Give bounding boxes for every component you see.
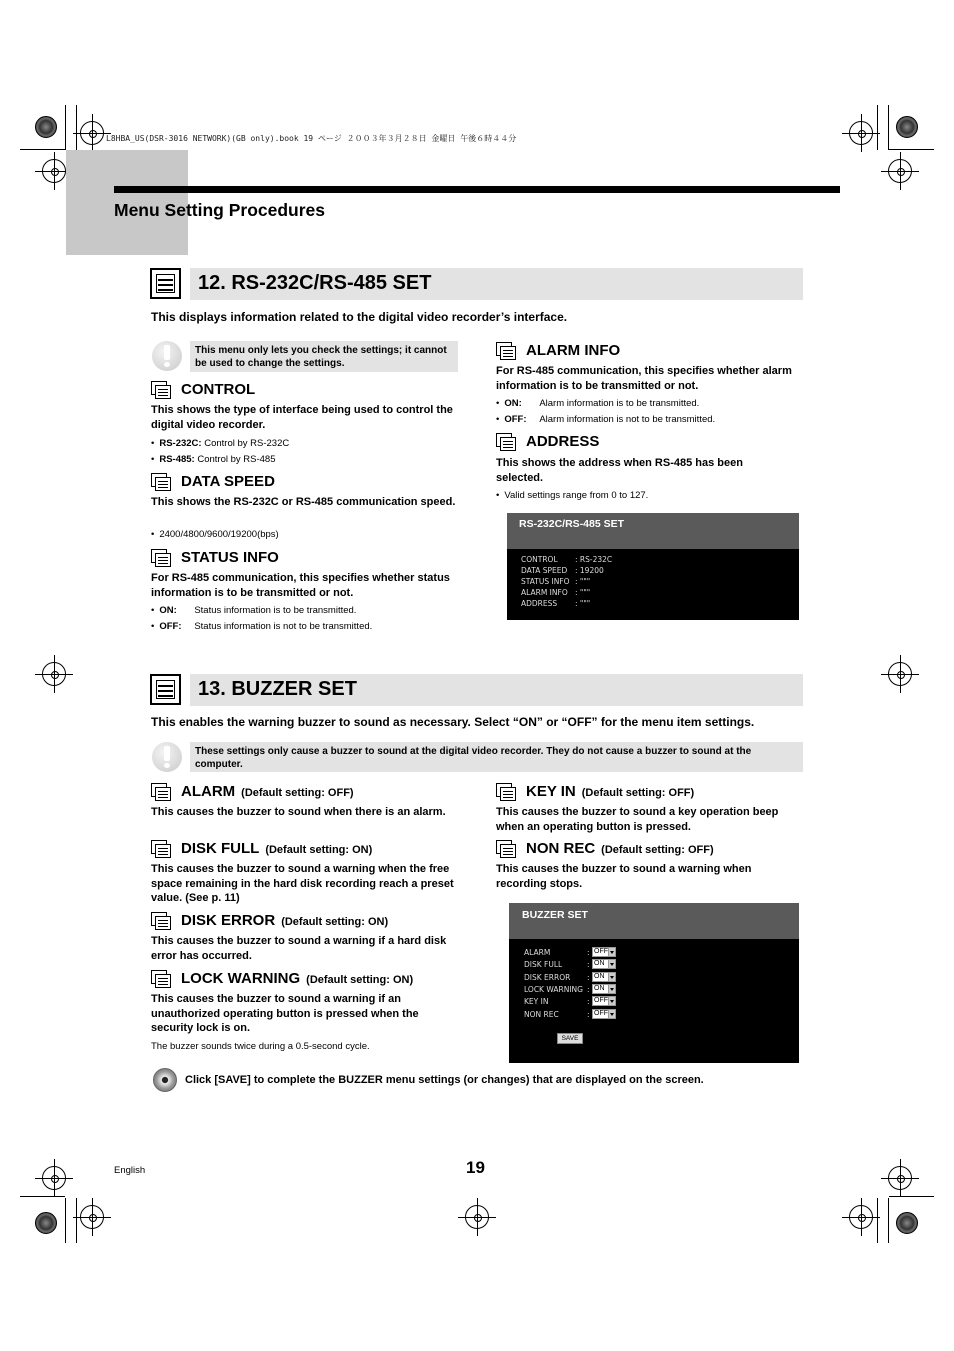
status-info-item: • ON: Status information is to be transmitted. bbox=[151, 605, 356, 616]
section13-intro: This enables the warning buzzer to sound as necessary. Select “ON” or “OFF” for the menu item settings. bbox=[151, 715, 755, 729]
screen-row: DATA SPEED : 19200 bbox=[521, 566, 604, 575]
note-exclamation-icon bbox=[152, 742, 182, 772]
registration-mark-icon bbox=[42, 159, 66, 183]
key-in-select[interactable]: OFF bbox=[592, 996, 616, 1006]
alarm-info-title: ALARM INFO bbox=[526, 342, 621, 359]
screen-colon: : bbox=[587, 973, 590, 982]
subsection-icon bbox=[151, 840, 172, 859]
screen-colon: : bbox=[587, 1010, 590, 1019]
file-info-line: L8HBA_US(DSR-3016 NETWORK)(GB only).book 19 ページ ２００３年３月２８日 金曜日 午後６時４４分 bbox=[106, 134, 517, 143]
screen-row: ALARM INFO : """ bbox=[521, 588, 591, 597]
non-rec-desc: This causes the buzzer to sound a warning when recording stops. bbox=[496, 863, 752, 890]
address-item: • Valid settings range from 0 to 127. bbox=[496, 490, 648, 501]
screen-colon: : bbox=[587, 960, 590, 969]
screen-row: NON REC bbox=[524, 1010, 559, 1019]
status-info-title: STATUS INFO bbox=[181, 549, 279, 566]
screen-row: KEY IN bbox=[524, 997, 549, 1006]
subsection-icon bbox=[151, 970, 172, 989]
registration-mark-icon bbox=[849, 121, 873, 145]
subsection-icon bbox=[151, 912, 172, 931]
header-rule bbox=[114, 186, 840, 193]
disk-error-select[interactable]: ON bbox=[592, 972, 616, 982]
lock-warning-desc: This causes the buzzer to sound a warning if an unauthorized operating button is pressed when the security lock is on. bbox=[151, 993, 419, 1034]
screen-colon: : bbox=[587, 985, 590, 994]
registration-mark-icon bbox=[465, 1205, 489, 1229]
disk-error-title: DISK ERROR (Default setting: ON) bbox=[181, 912, 389, 929]
control-desc: This shows the type of interface being used to control the digital video recorder. bbox=[151, 404, 453, 431]
subsection-icon bbox=[496, 433, 517, 452]
subsection-icon bbox=[496, 783, 517, 802]
disk-full-title: DISK FULL (Default setting: ON) bbox=[181, 840, 373, 857]
section13-title-bar bbox=[190, 674, 803, 706]
registration-mark-icon bbox=[42, 662, 66, 686]
subsection-icon bbox=[151, 473, 172, 492]
control-item: • RS-485: Control by RS-485 bbox=[151, 454, 276, 465]
rs232-screen-title: RS-232C/RS-485 SET bbox=[519, 518, 625, 530]
registration-mark-icon bbox=[888, 662, 912, 686]
alarm-info-desc: For RS-485 communication, this specifies whether alarm information is to be transmitted or not. bbox=[496, 365, 792, 392]
registration-mark-icon bbox=[888, 159, 912, 183]
key-in-desc: This causes the buzzer to sound a key operation beep when an operating button is pressed. bbox=[496, 806, 779, 833]
subsection-icon bbox=[151, 381, 172, 400]
screen-colon: : bbox=[587, 997, 590, 1006]
subsection-icon bbox=[151, 783, 172, 802]
subsection-icon bbox=[151, 549, 172, 568]
lock-warning-select[interactable]: ON bbox=[592, 984, 616, 994]
data-speed-desc: This shows the RS-232C or RS-485 communication speed. bbox=[151, 496, 456, 508]
data-speed-item: • 2400/4800/9600/19200(bps) bbox=[151, 529, 279, 540]
control-item: • RS-232C: Control by RS-232C bbox=[151, 438, 289, 449]
footer-language: English bbox=[114, 1165, 146, 1176]
page-number: 19 bbox=[466, 1158, 485, 1177]
address-desc: This shows the address when RS-485 has been selected. bbox=[496, 457, 743, 484]
screen-row: STATUS INFO : """ bbox=[521, 577, 591, 586]
rs232-screen bbox=[507, 513, 799, 620]
save-button[interactable]: SAVE bbox=[557, 1033, 583, 1044]
screen-row: LOCK WARNING bbox=[524, 985, 583, 994]
alarm-desc: This causes the buzzer to sound when there is an alarm. bbox=[151, 806, 446, 818]
subsection-icon bbox=[496, 840, 517, 859]
key-in-title: KEY IN (Default setting: OFF) bbox=[526, 783, 695, 800]
section12-title: 12. RS-232C/RS-485 SET bbox=[198, 272, 432, 294]
screen-colon: : bbox=[587, 948, 590, 957]
alarm-info-item: • ON: Alarm information is to be transmitted. bbox=[496, 398, 699, 409]
status-info-desc: For RS-485 communication, this specifies whether status information is to be transmitted or not. bbox=[151, 572, 450, 599]
alarm-info-item: • OFF: Alarm information is not to be transmitted. bbox=[496, 414, 715, 425]
disc-icon bbox=[153, 1068, 177, 1092]
subsection-icon bbox=[496, 342, 517, 361]
non-rec-select[interactable]: OFF bbox=[592, 1009, 616, 1019]
menu-list-icon bbox=[150, 268, 181, 299]
lock-warning-footnote: The buzzer sounds twice during a 0.5-second cycle. bbox=[151, 1041, 370, 1052]
buzzer-screen-title: BUZZER SET bbox=[522, 909, 588, 921]
screen-row: DISK ERROR bbox=[524, 973, 571, 982]
section13-title: 13. BUZZER SET bbox=[198, 678, 357, 700]
screen-row: DISK FULL bbox=[524, 960, 563, 969]
address-title: ADDRESS bbox=[526, 433, 600, 450]
registration-disc-icon bbox=[896, 116, 918, 138]
registration-disc-icon bbox=[35, 1212, 57, 1234]
registration-mark-icon bbox=[888, 1166, 912, 1190]
registration-mark-icon bbox=[80, 121, 104, 145]
registration-mark-icon bbox=[80, 1205, 104, 1229]
control-title: CONTROL bbox=[181, 381, 256, 398]
disk-full-select[interactable]: ON bbox=[592, 959, 616, 969]
click-save-note: Click [SAVE] to complete the BUZZER menu settings (or changes) that are displayed on the screen. bbox=[185, 1074, 704, 1086]
registration-mark-icon bbox=[42, 1166, 66, 1190]
section12-note: This menu only lets you check the settings; it cannot be used to change the settings. bbox=[190, 341, 458, 372]
registration-disc-icon bbox=[35, 116, 57, 138]
section12-intro: This displays information related to the digital video recorder’s interface. bbox=[151, 310, 568, 324]
buzzer-screen bbox=[509, 903, 799, 1063]
section13-note: These settings only cause a buzzer to sound at the digital video recorder. They do not cause a buzzer to sound at the computer. bbox=[190, 742, 803, 772]
registration-disc-icon bbox=[896, 1212, 918, 1234]
menu-list-icon bbox=[150, 674, 181, 705]
data-speed-title: DATA SPEED bbox=[181, 473, 275, 490]
section-header: Menu Setting Procedures bbox=[114, 200, 326, 220]
lock-warning-title: LOCK WARNING (Default setting: ON) bbox=[181, 970, 414, 987]
disk-full-desc: This causes the buzzer to sound a warning when the free space remaining in the hard disk recording reach a preset value. (See p. 11) bbox=[151, 863, 454, 904]
alarm-title: ALARM (Default setting: OFF) bbox=[181, 783, 354, 800]
screen-row: ADDRESS : """ bbox=[521, 599, 591, 608]
note-exclamation-icon bbox=[152, 341, 182, 371]
disk-error-desc: This causes the buzzer to sound a warning if a hard disk error has occurred. bbox=[151, 935, 447, 962]
section12-title-bar bbox=[190, 268, 803, 300]
status-info-item: • OFF: Status information is not to be transmitted. bbox=[151, 621, 372, 632]
registration-mark-icon bbox=[849, 1205, 873, 1229]
screen-row: ALARM bbox=[524, 948, 551, 957]
screen-row: CONTROL : RS-232C bbox=[521, 555, 613, 564]
non-rec-title: NON REC (Default setting: OFF) bbox=[526, 840, 714, 857]
alarm-select[interactable]: OFF bbox=[592, 947, 616, 957]
